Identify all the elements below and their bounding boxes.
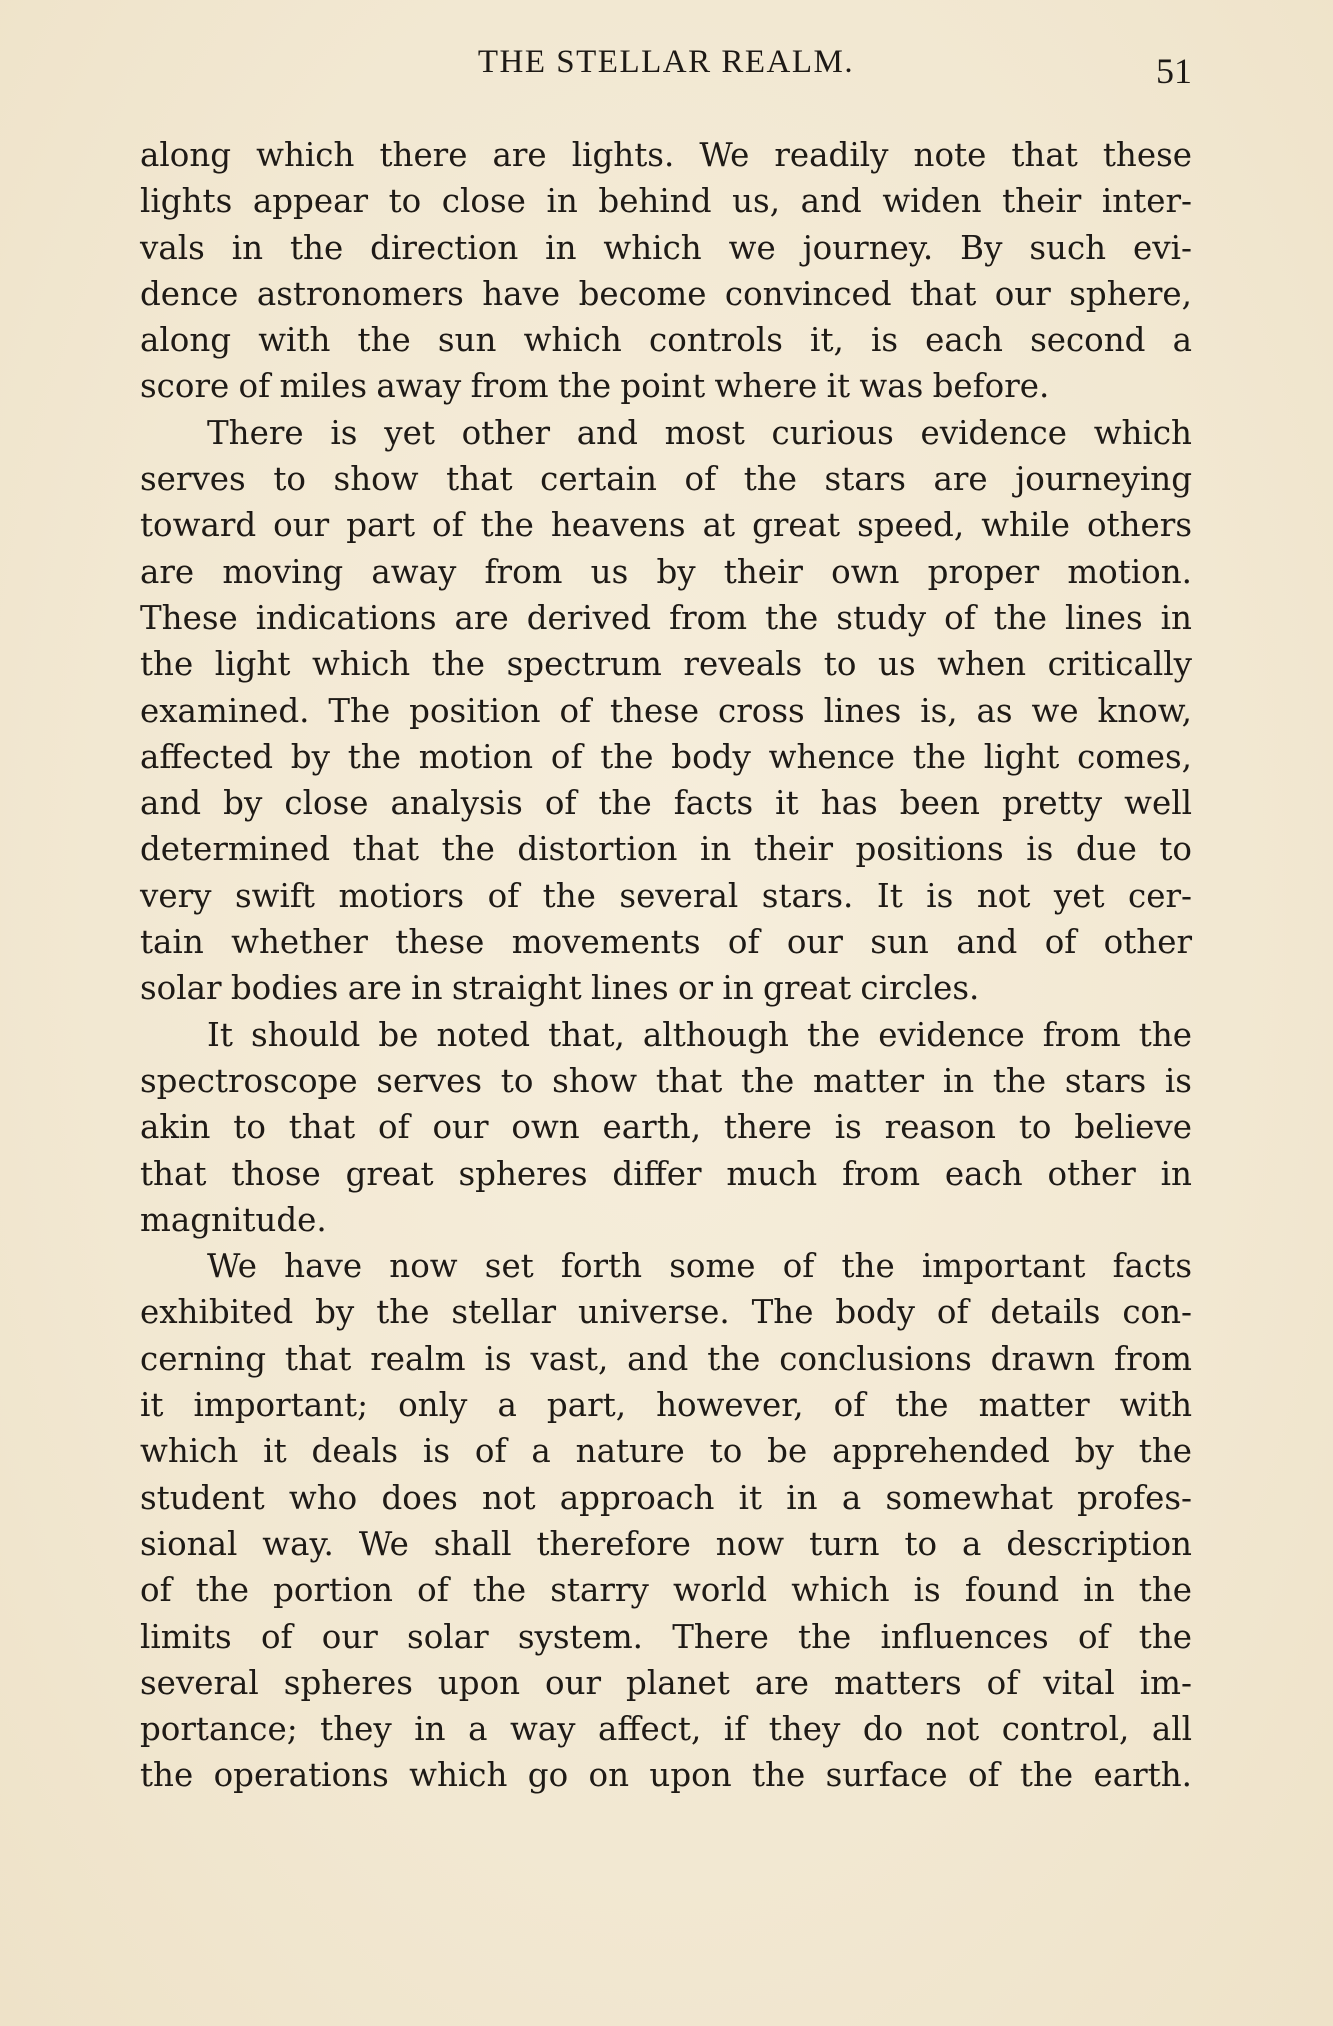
text-line: vals in the direction in which we journey. By such evi- xyxy=(140,228,1192,267)
running-head xyxy=(140,44,1192,94)
page-number: 51 xyxy=(1156,51,1192,91)
text-line: several spheres upon our planet are matters of vital im- xyxy=(140,1663,1192,1702)
text-line: that those great spheres differ much from each other in xyxy=(140,1154,1192,1193)
text-line: dence astronomers have become convinced that our sphere, xyxy=(140,274,1192,313)
text-line: along which there are lights. We readily note that these xyxy=(140,136,1192,174)
text-line: examined. The position of these cross lines is, as we know, xyxy=(140,691,1192,730)
text-line: There is yet other and most curious evidence which xyxy=(207,413,1192,452)
text-line: and by close analysis of the facts it has been pretty well xyxy=(140,784,1192,823)
text-line: student who does not approach it in a somewhat profes- xyxy=(140,1478,1192,1517)
text-line: affected by the motion of the body whence the light comes, xyxy=(140,737,1192,776)
text-line: toward our part of the heavens at great speed, while others xyxy=(140,506,1192,545)
running-title: THE STELLAR REALM. xyxy=(477,44,855,80)
text-line: exhibited by the stellar universe. The body of details con- xyxy=(140,1293,1192,1332)
text-line: portance; they in a way affect, if they do not control, all xyxy=(140,1710,1192,1749)
text-line: the light which the spectrum reveals to us when critically xyxy=(140,645,1192,684)
text-line: tain whether these movements of our sun and of other xyxy=(140,923,1192,962)
text-line: determined that the distortion in their positions is due to xyxy=(140,830,1192,869)
text-line: sional way. We shall therefore now turn to a description xyxy=(140,1524,1192,1563)
text-line: are moving away from us by their own proper motion. xyxy=(140,552,1192,591)
text-line: It should be noted that, although the evidence from the xyxy=(207,1015,1192,1054)
text-line: lights appear to close in behind us, and widen their inter- xyxy=(140,182,1192,221)
text-line: which it deals is of a nature to be apprehended by the xyxy=(140,1432,1192,1471)
body-text xyxy=(140,132,1192,1799)
text-line: along with the sun which controls it, is each second a xyxy=(140,321,1192,360)
text-line: very swift motiors of the several stars. It is not yet cer- xyxy=(140,876,1192,915)
text-line: the operations which go on upon the surface of the earth. xyxy=(140,1756,1192,1795)
text-line: magnitude. xyxy=(140,1200,327,1239)
text-line: score of miles away from the point where it was before. xyxy=(140,367,1050,406)
text-line: it important; only a part, however, of the matter with xyxy=(140,1386,1192,1425)
text-line: akin to that of our own earth, there is reason to believe xyxy=(140,1108,1192,1147)
text-line: of the portion of the starry world which is found in the xyxy=(140,1571,1192,1610)
text-line: solar bodies are in straight lines or in great circles. xyxy=(140,969,980,1008)
text-line: limits of our solar system. There the influences of the xyxy=(140,1617,1192,1656)
text-line: spectroscope serves to show that the matter in the stars is xyxy=(140,1061,1192,1100)
text-line: cerning that realm is vast, and the conclusions drawn from xyxy=(140,1339,1192,1378)
text-line: We have now set forth some of the important facts xyxy=(207,1247,1192,1286)
text-line: serves to show that certain of the stars are journeying xyxy=(140,460,1192,499)
text-line: These indications are derived from the study of the lines in xyxy=(140,598,1192,637)
